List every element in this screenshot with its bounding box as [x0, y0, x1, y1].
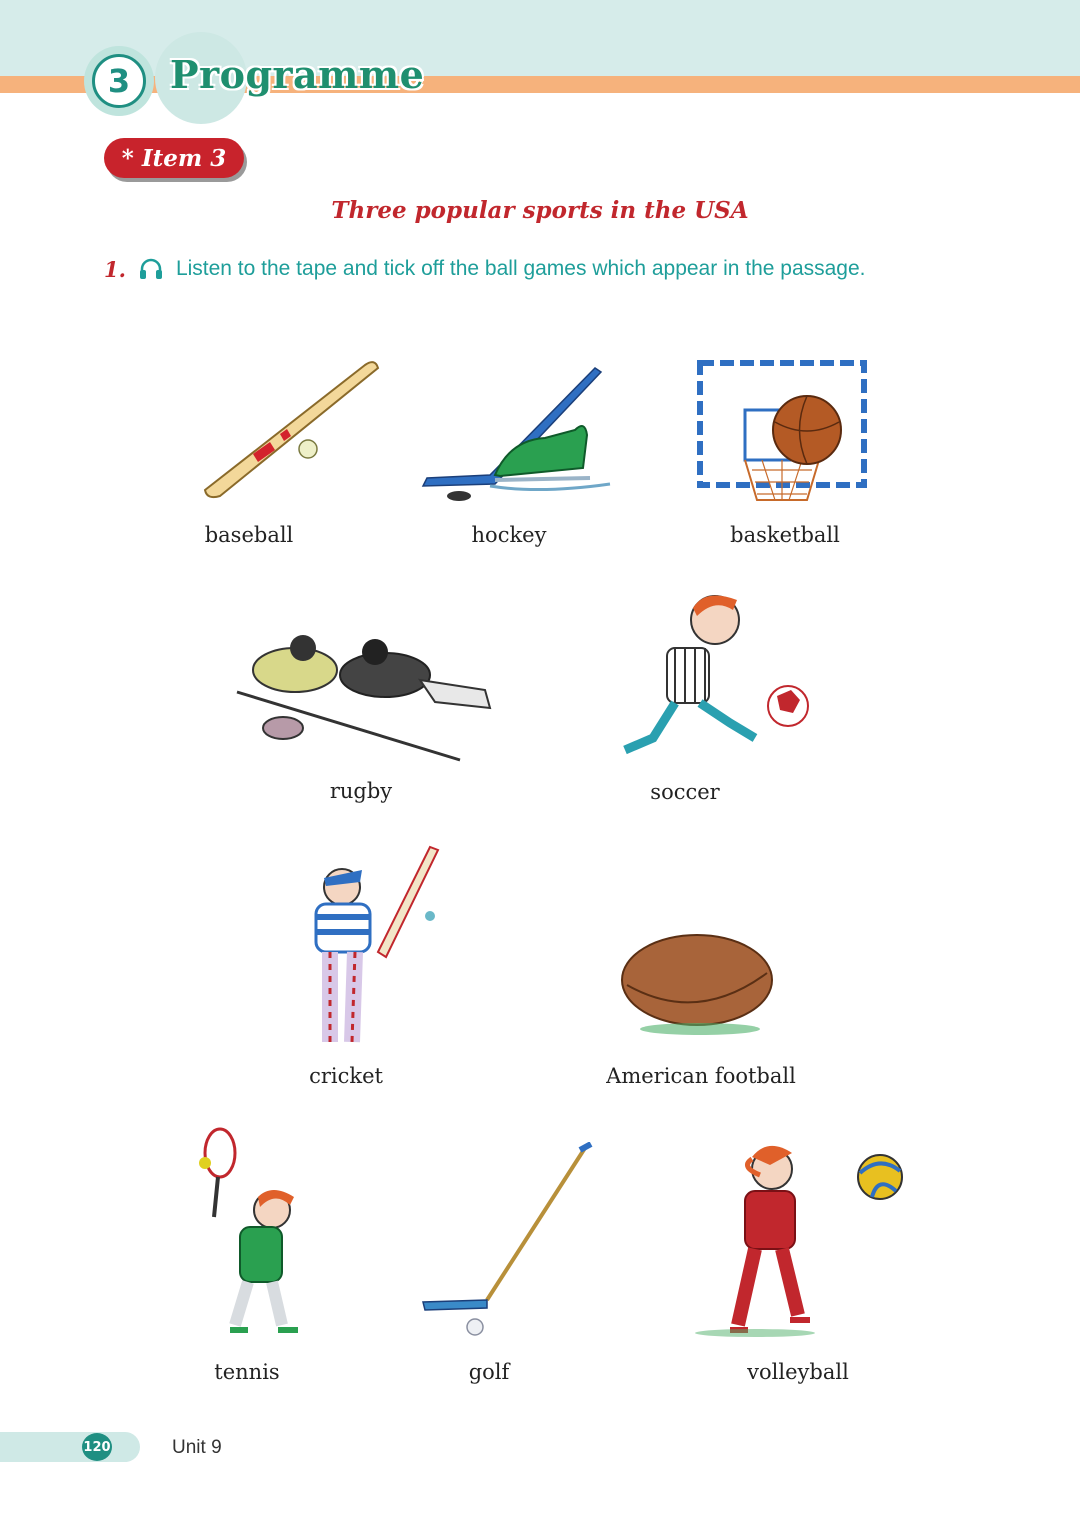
american-football-icon: [615, 925, 780, 1040]
sport-label: soccer: [650, 780, 720, 804]
subtitle: Three popular sports in the USA: [331, 197, 749, 224]
soccer-player-icon: [605, 588, 815, 768]
sport-label: cricket: [309, 1064, 383, 1088]
hockey-stick-skate-icon: [415, 360, 620, 505]
headphones-icon: [138, 256, 164, 282]
page-number: 120: [82, 1433, 112, 1461]
volleyball-player-icon: [660, 1135, 910, 1345]
rugby-players-icon: [235, 630, 495, 765]
sport-label: tennis: [214, 1360, 280, 1384]
unit-label: Unit 9: [172, 1437, 222, 1458]
sport-label: American football: [606, 1064, 796, 1088]
instruction-line: [104, 256, 866, 282]
item-tag: * Item 3: [104, 138, 244, 178]
sport-label: rugby: [329, 779, 393, 803]
section-number: 3: [92, 54, 146, 108]
sport-label: hockey: [471, 523, 547, 547]
sport-label: golf: [468, 1360, 510, 1384]
sport-label: baseball: [204, 523, 294, 547]
baseball-bat-icon: [195, 350, 390, 500]
cricket-batsman-icon: [300, 842, 445, 1057]
sport-label: volleyball: [747, 1360, 849, 1384]
section-number-badge: [84, 46, 154, 116]
sport-label: basketball: [730, 523, 840, 547]
tennis-player-icon: [190, 1125, 315, 1345]
basketball-hoop-icon: [697, 360, 867, 508]
footer-bar: [0, 1432, 140, 1462]
golf-club-icon: [415, 1142, 595, 1342]
instruction-text: Listen to the tape and tick off the ball games which appear in the passage.: [175, 257, 866, 280]
instruction-number: 1.: [104, 256, 126, 282]
page-title: Programme: [170, 52, 425, 97]
